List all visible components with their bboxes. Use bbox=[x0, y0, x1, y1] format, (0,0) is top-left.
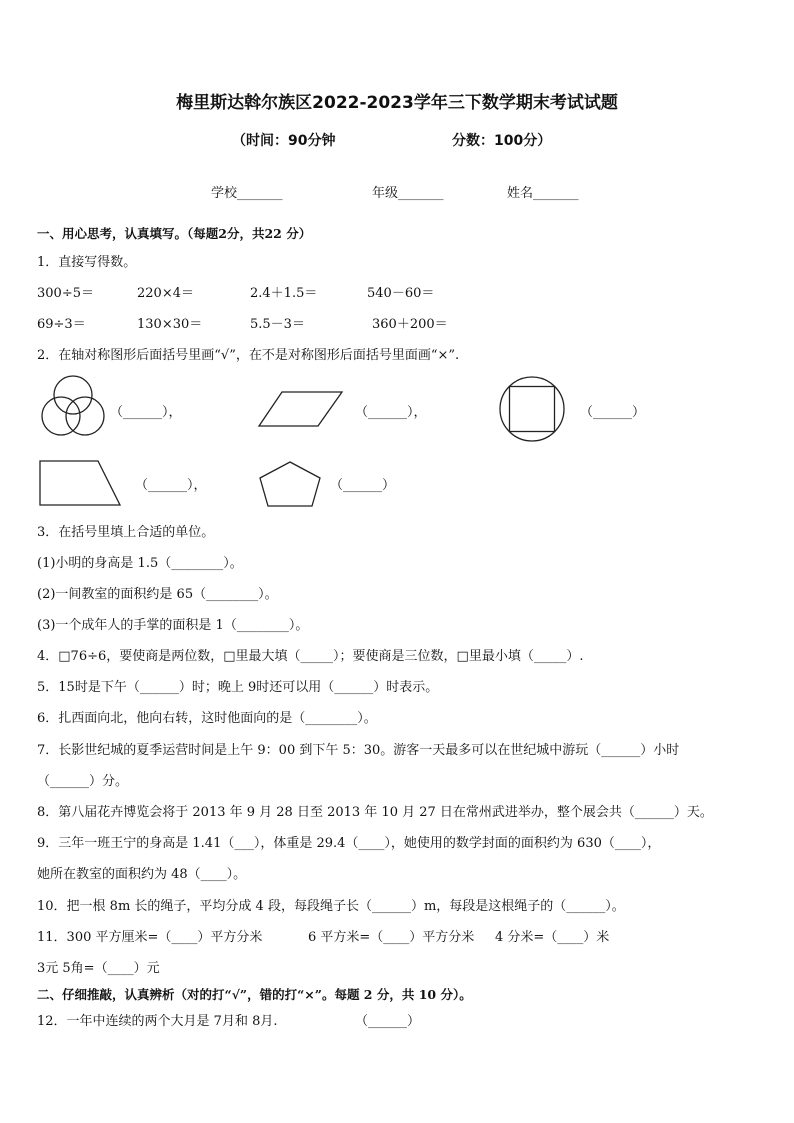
q1-r2-c2: 130×30＝ bbox=[137, 317, 203, 332]
q11-line-2: 3元 5角=（____）元 bbox=[37, 961, 160, 976]
q1-r2-c3: 5.5－3＝ bbox=[250, 317, 305, 332]
q2-blank-5[interactable]: （______） bbox=[330, 478, 396, 493]
parallelogram-icon bbox=[258, 390, 344, 428]
q11-part-1: 11．300 平方厘米=（____）平方分米 bbox=[37, 930, 263, 945]
q4-text: 4．□76÷6，要使商是两位数，□里最大填（_____）；要使商是三位数，□里最小填（_____）. bbox=[37, 649, 584, 664]
q1-label: 1．直接写得数。 bbox=[37, 255, 137, 270]
three-circles-icon bbox=[40, 374, 106, 440]
q2-label: 2．在轴对称图形后面括号里画“√”，在不是对称图形后面括号里面画“×”. bbox=[37, 348, 460, 363]
trapezoid-icon bbox=[38, 459, 122, 507]
q2-blank-4[interactable]: （______）， bbox=[135, 478, 207, 493]
q2-blank-1[interactable]: （______）， bbox=[110, 405, 182, 420]
circle-square-icon bbox=[499, 376, 565, 442]
q1-r1-c1: 300÷5＝ bbox=[37, 286, 94, 301]
q10-text: 10．把一根 8m 长的绳子，平均分成 4 段，每段绳子长（______）m，每段是这根绳子的（______）。 bbox=[37, 899, 625, 914]
q11-part-3: 4 分米=（____）米 bbox=[495, 930, 610, 945]
q2-blank-2[interactable]: （______）， bbox=[355, 405, 427, 420]
exam-time: （时间：90分钟 bbox=[232, 133, 336, 149]
q11-part-2: 6 平方米=（____）平方分米 bbox=[308, 930, 475, 945]
q3-label: 3．在括号里填上合适的单位。 bbox=[37, 525, 215, 540]
q2-blank-3[interactable]: （______） bbox=[580, 405, 646, 420]
q1-r1-c4: 540－60＝ bbox=[367, 286, 435, 301]
q1-r1-c3: 2.4＋1.5＝ bbox=[250, 286, 318, 301]
q6-text: 6．扎西面向北，他向右转，这时他面向的是（________）。 bbox=[37, 711, 377, 726]
q3-item-3: (3)一个成年人的手掌的面积是 1（________）。 bbox=[37, 618, 309, 633]
page-title: 梅里斯达斡尔族区2022-2023学年三下数学期末考试试题 bbox=[176, 93, 618, 113]
q7-line-2: （______）分。 bbox=[37, 774, 129, 789]
section-2-heading: 二、仔细推敲，认真辨析（对的打“√”，错的打“×”。每题 2 分，共 10 分）。 bbox=[37, 987, 472, 1002]
grade-field[interactable]: 年级_______ bbox=[372, 186, 444, 201]
q5-text: 5．15时是下午（______）时；晚上 9时还可以用（______）时表示。 bbox=[37, 680, 439, 695]
q7-line-1: 7．长影世纪城的夏季运营时间是上午 9：00 到下午 5：30。游客一天最多可以在世纪城中游玩（______）小时 bbox=[37, 743, 680, 758]
q1-r2-c1: 69÷3＝ bbox=[37, 317, 86, 332]
section-1-heading: 一、用心思考，认真填写。（每题2分，共22 分） bbox=[37, 226, 312, 241]
q9-line-1: 9．三年一班王宁的身高是 1.41（___），体重是 29.4（____），她使用的数学封面的面积约为 630（____）， bbox=[37, 836, 661, 851]
q1-r2-c4: 360＋200＝ bbox=[372, 317, 448, 332]
q8-text: 8．第八届花卉博览会将于 2013 年 9 月 28 日至 2013 年 10 月 27 日在常州武进举办，整个展会共（______）天。 bbox=[37, 805, 713, 820]
name-field[interactable]: 姓名_______ bbox=[507, 186, 579, 201]
q3-item-1: (1)小明的身高是 1.5（________）。 bbox=[37, 556, 243, 571]
q12-text: 12．一年中连续的两个大月是 7月和 8月. bbox=[37, 1014, 278, 1029]
exam-score: 分数：100分） bbox=[452, 133, 552, 149]
q12-blank[interactable]: （______） bbox=[355, 1014, 421, 1029]
q3-item-2: (2)一间教室的面积约是 65（________）。 bbox=[37, 587, 278, 602]
q1-r1-c2: 220×4＝ bbox=[137, 286, 194, 301]
school-field[interactable]: 学校_______ bbox=[211, 186, 283, 201]
q9-line-2: 她所在教室的面积约为 48（____）。 bbox=[37, 867, 247, 882]
pentagon-icon bbox=[257, 460, 323, 508]
